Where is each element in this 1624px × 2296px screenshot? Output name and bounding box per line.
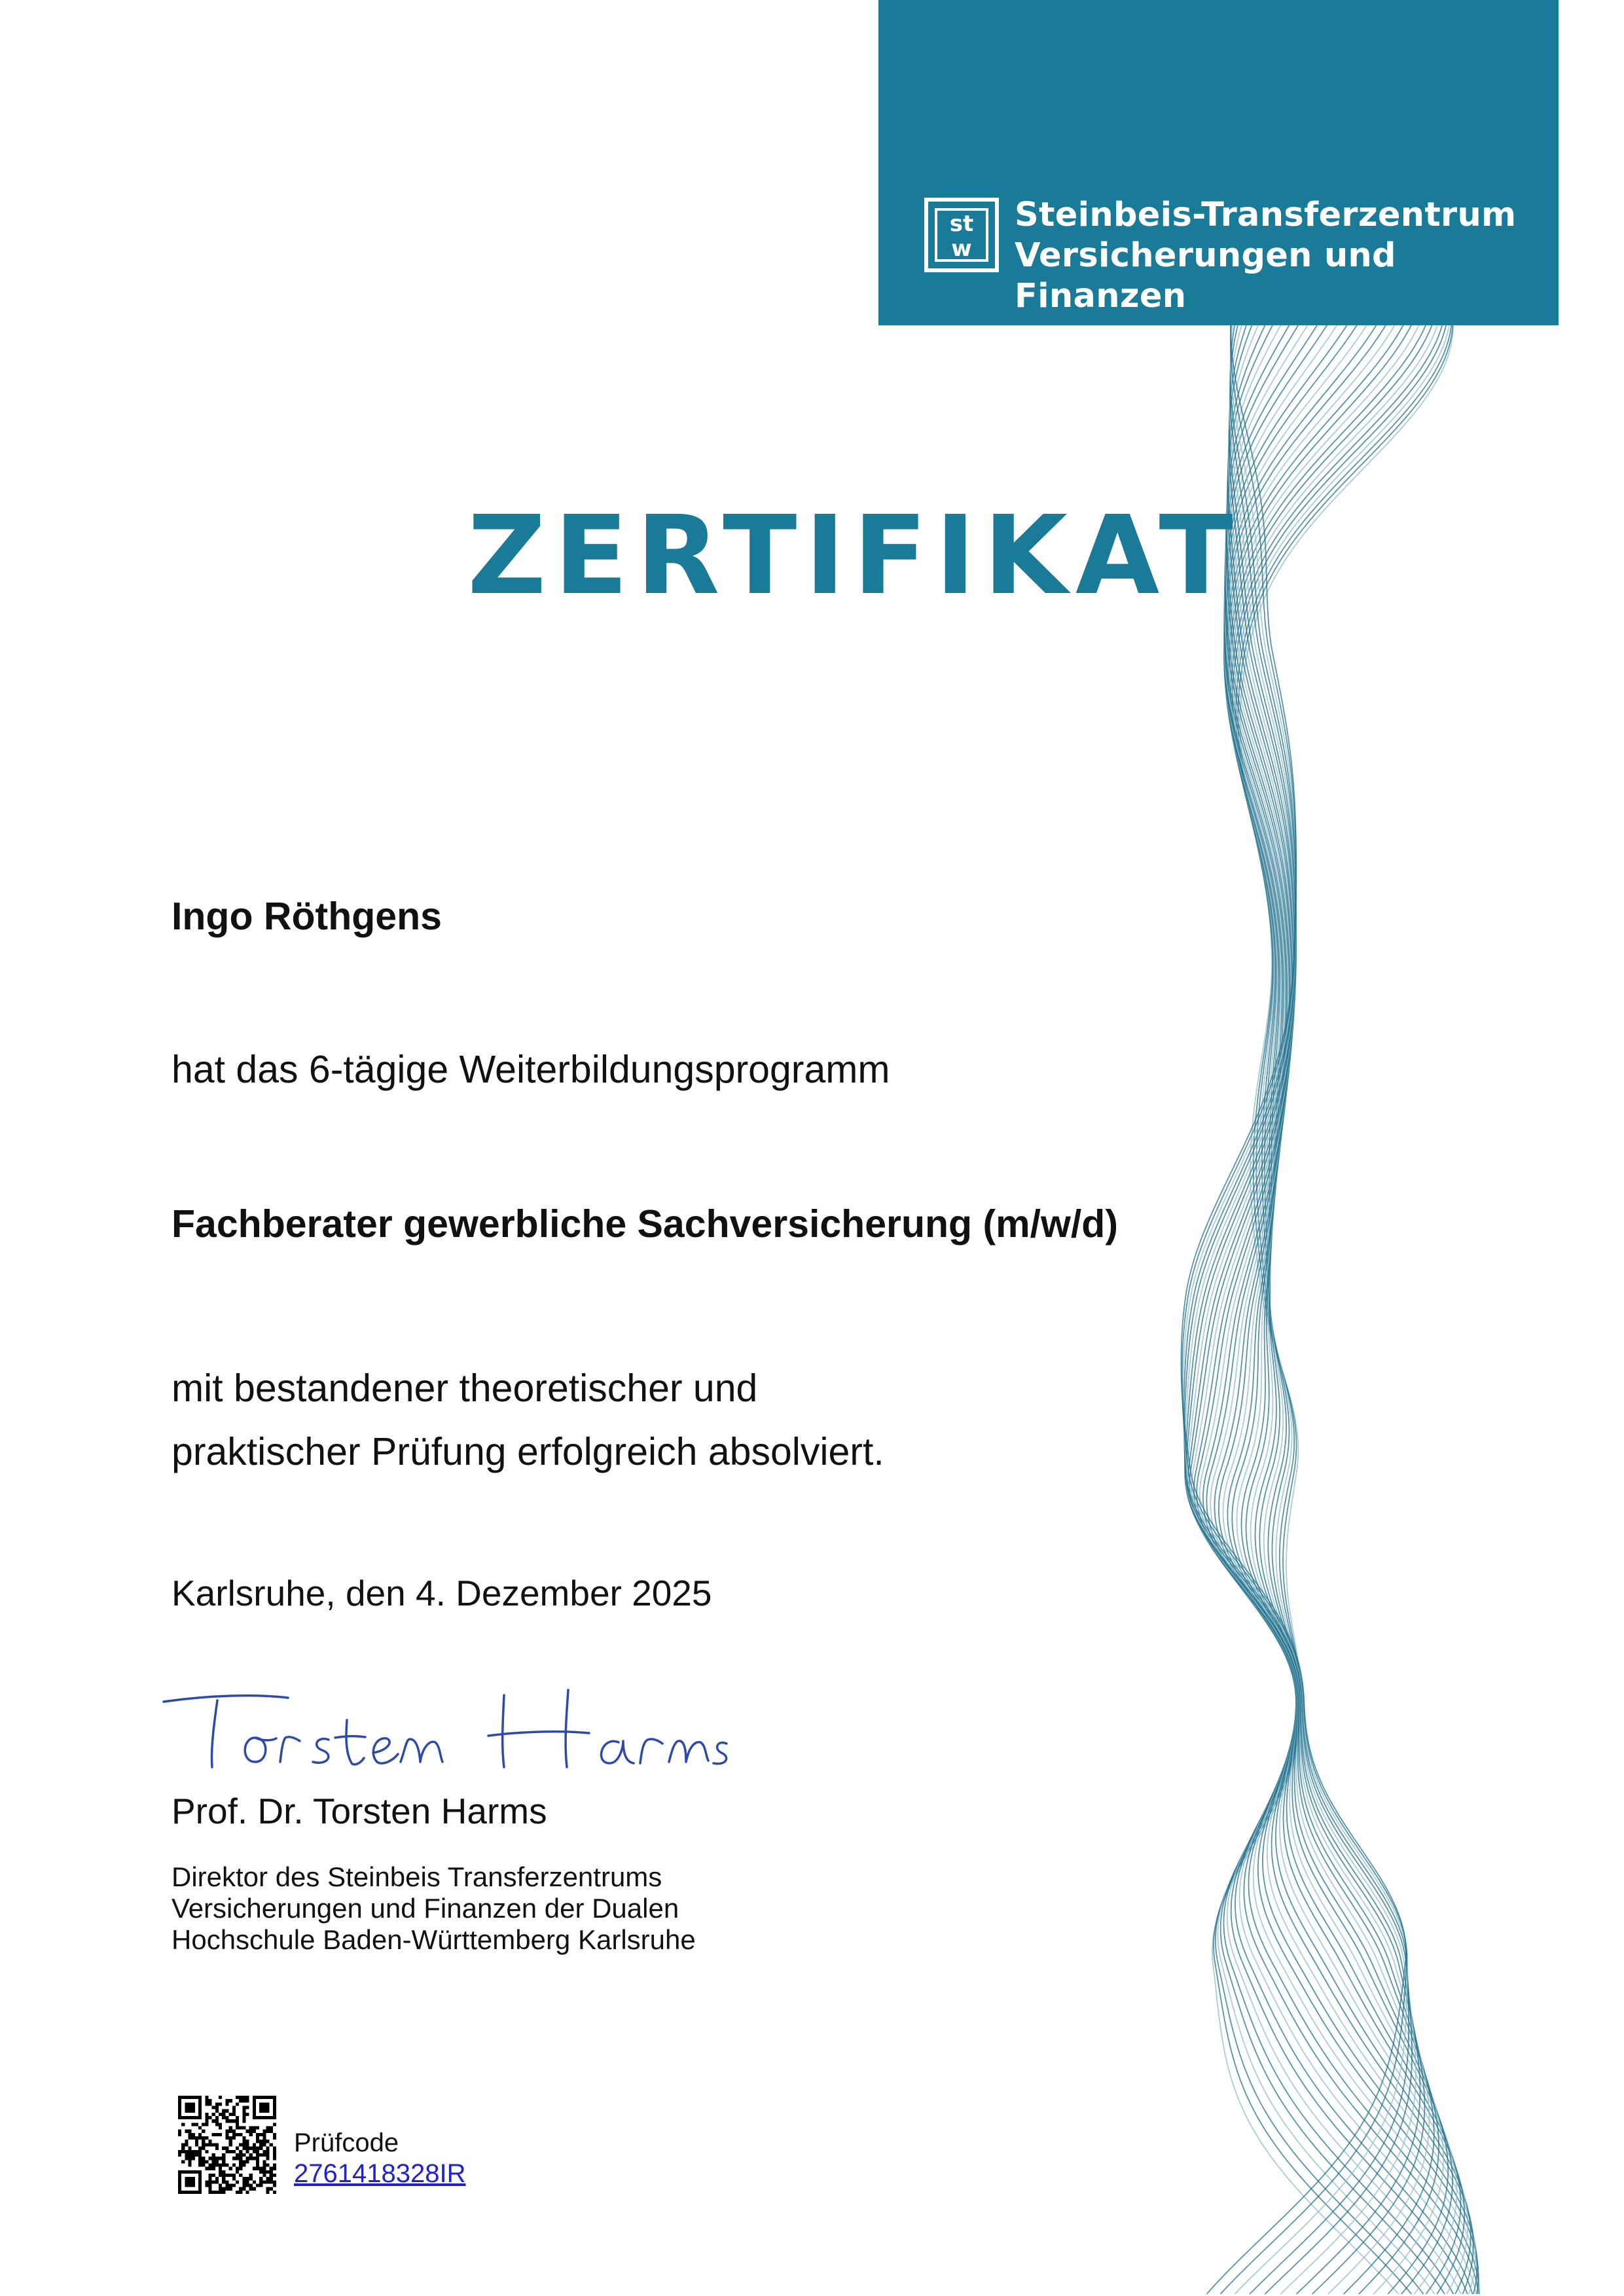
wave-line bbox=[1227, 325, 1472, 2294]
logo-text-st: st bbox=[949, 211, 974, 237]
signatory-role-line2: Versicherungen und Finanzen der Dualen bbox=[171, 1893, 679, 1924]
header-banner bbox=[878, 0, 1559, 325]
handwritten-signature bbox=[157, 1676, 746, 1780]
logo-text-w: w bbox=[951, 236, 972, 262]
place-date: Karlsruhe, den 4. Dezember 2025 bbox=[171, 1573, 712, 1613]
wave-line bbox=[1185, 325, 1413, 2294]
result-line2: praktischer Prüfung erfolgreich absolviert. bbox=[171, 1430, 884, 1473]
certificate-title: ZERTIFIKAT bbox=[467, 493, 1241, 619]
program-name: Fachberater gewerbliche Sachversicherung (m/w/d) bbox=[171, 1202, 1118, 1246]
result-text bbox=[171, 1357, 884, 1484]
signatory-role-line3: Hochschule Baden-Württemberg Karlsruhe bbox=[171, 1924, 696, 1955]
wave-line bbox=[1226, 325, 1476, 2294]
result-line1: mit bestandener theoretischer und bbox=[171, 1367, 758, 1410]
stw-logo bbox=[924, 198, 999, 272]
wave-line bbox=[1200, 325, 1457, 2294]
organization-name-line2: Versicherungen und Finanzen bbox=[1015, 236, 1396, 315]
verification-label: Prüfcode bbox=[294, 2128, 399, 2157]
signatory-name: Prof. Dr. Torsten Harms bbox=[171, 1791, 547, 1831]
wave-line bbox=[1194, 325, 1448, 2294]
qr-code[interactable] bbox=[178, 2096, 276, 2194]
wave-line bbox=[1182, 325, 1406, 2294]
signatory-role bbox=[171, 1861, 696, 1956]
organization-name bbox=[1015, 195, 1559, 317]
wave-line bbox=[1224, 325, 1479, 2294]
wave-line bbox=[1219, 325, 1473, 2294]
recipient-name: Ingo Röthgens bbox=[171, 895, 442, 938]
wave-line bbox=[1228, 325, 1468, 2294]
signatory-role-line1: Direktor des Steinbeis Transferzentrums bbox=[171, 1861, 662, 1892]
intro-text: hat das 6-tägige Weiterbildungsprogramm bbox=[171, 1048, 890, 1091]
organization-name-line1: Steinbeis-Transferzentrum bbox=[1015, 196, 1517, 234]
verification-code-link[interactable]: 2761418328IR bbox=[294, 2159, 466, 2188]
